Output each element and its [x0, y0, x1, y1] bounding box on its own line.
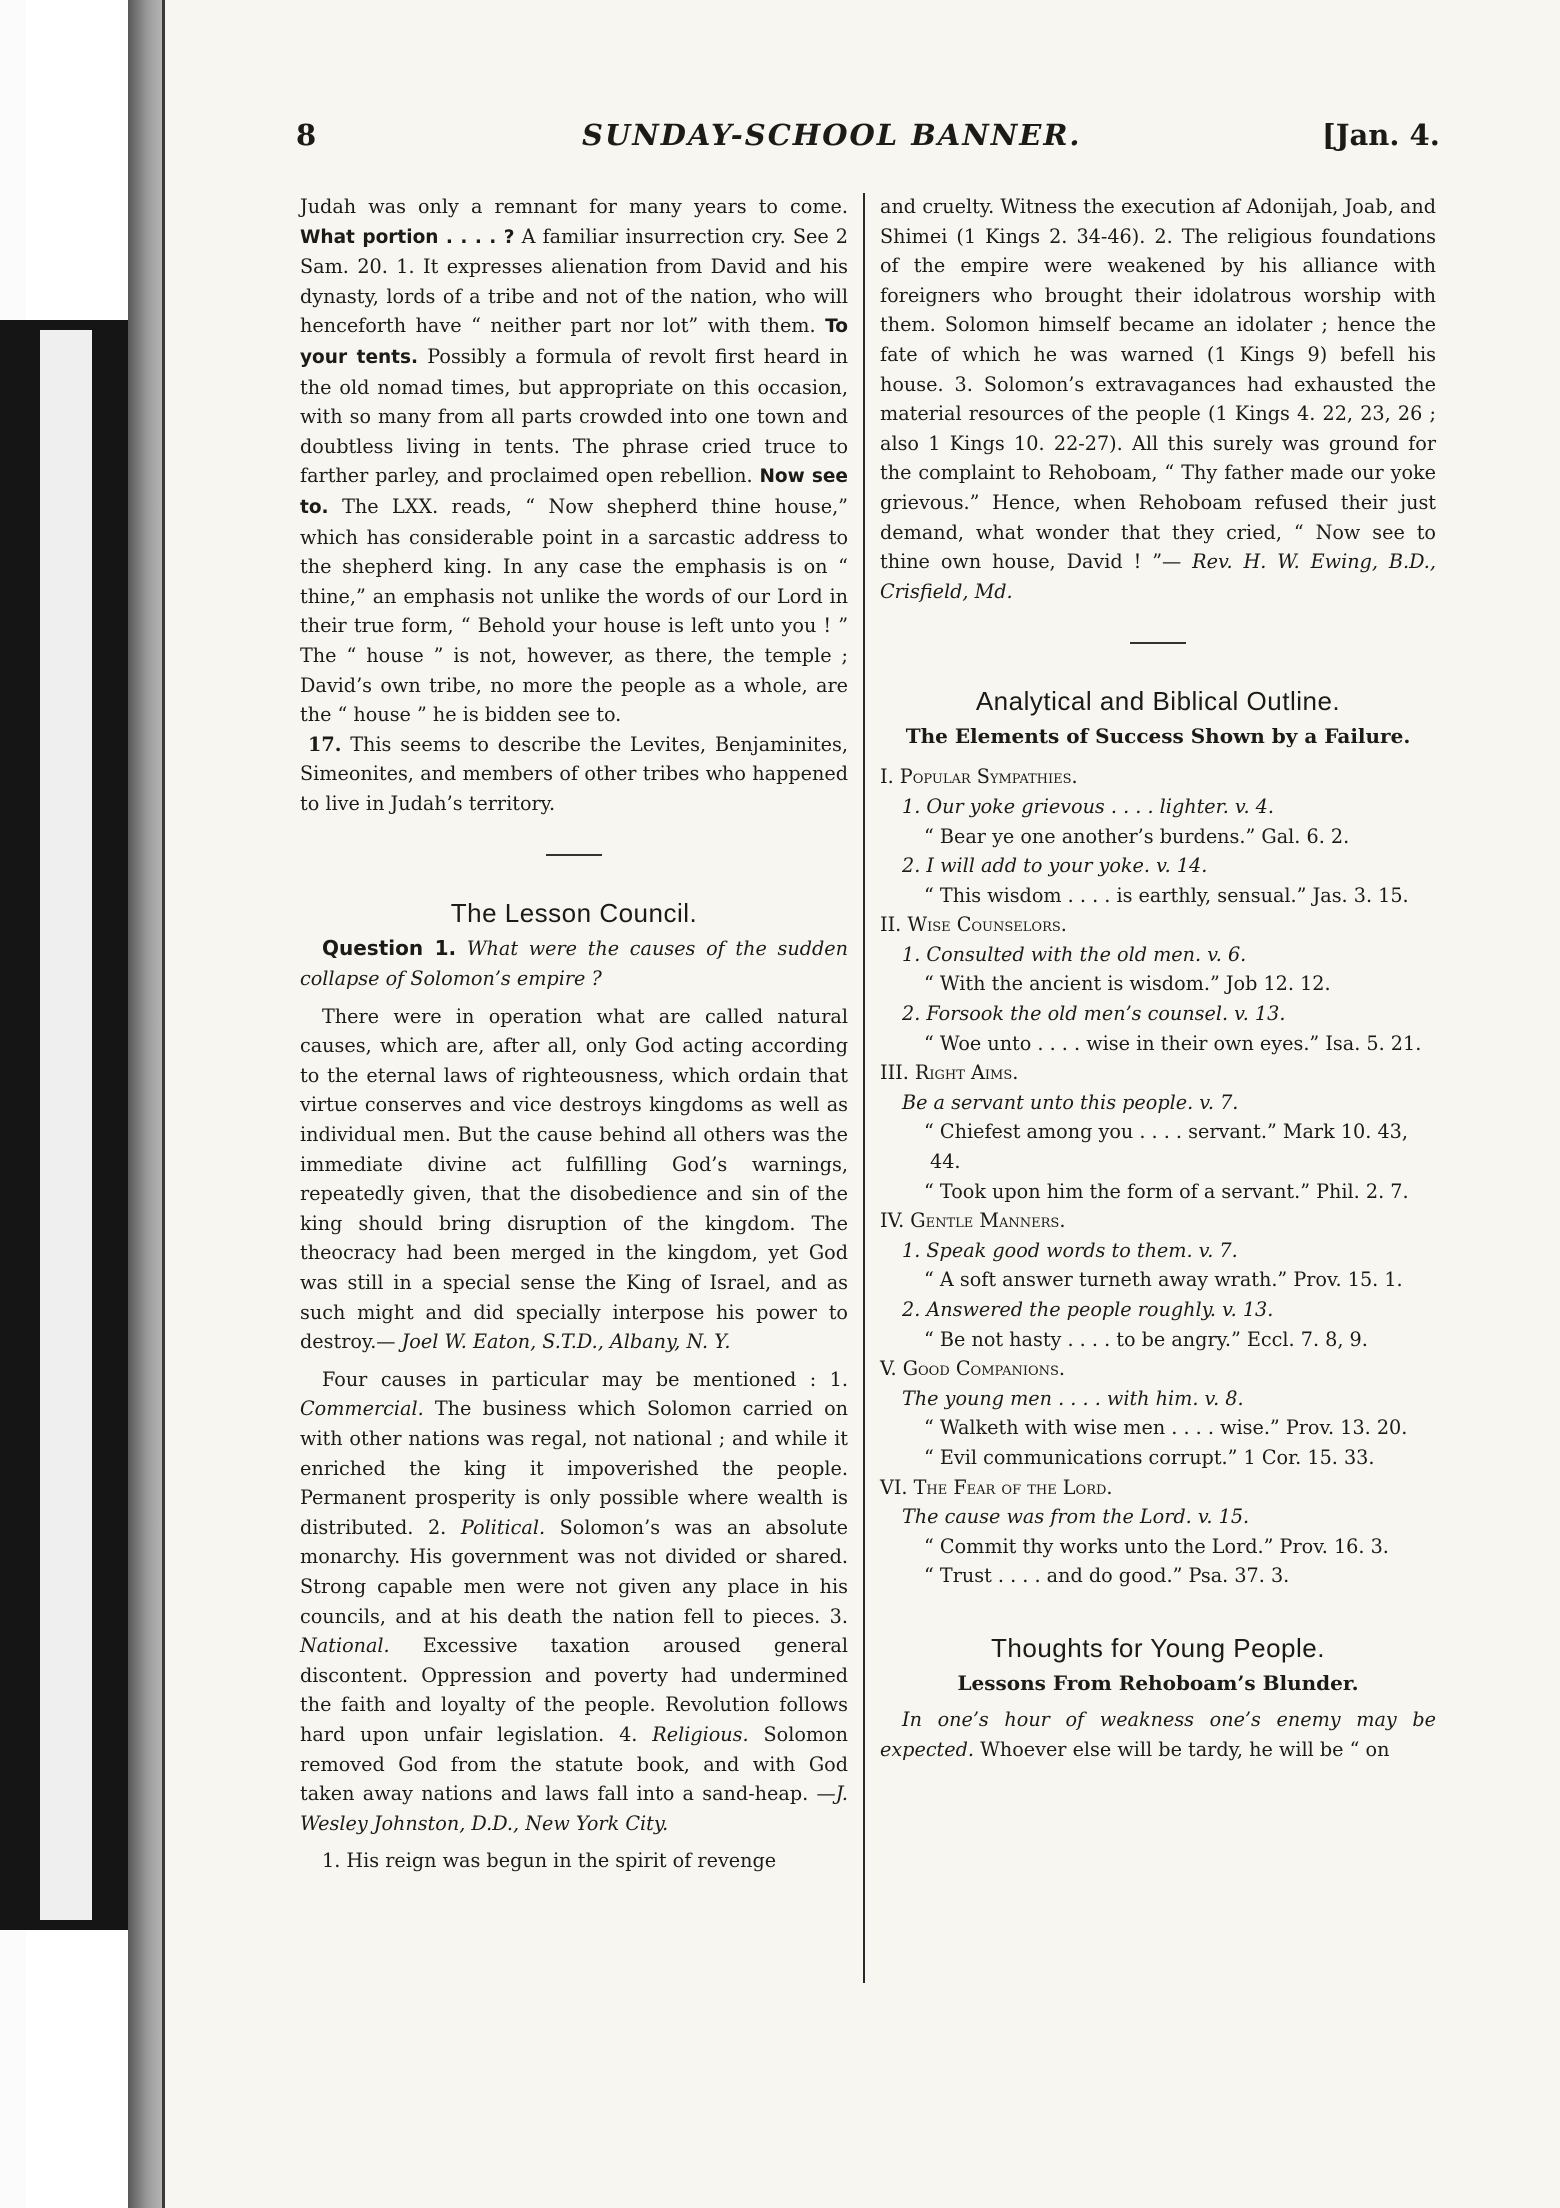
- question-text: What were the causes of the sudden collapse of Solomon’s empire ?: [300, 937, 848, 991]
- outline-subheading: The Elements of Success Shown by a Failure.: [905, 724, 1411, 749]
- commentary-keyword: Now see to.: [300, 466, 848, 518]
- answer-text: Excessive taxation aroused general discontent. Oppression and poverty had undermined the faith and loyalty of the people. Revolution follows hard upon unfair legislation. 4.: [300, 1634, 848, 1746]
- answer-signature: J. Wesley Johnston, D.D., New York City.: [300, 1782, 848, 1835]
- outline-reference: “ With the ancient is wisdom.” Job 12. 12.: [924, 972, 1331, 996]
- outline-reference: “ Chiefest among you . . . . servant.” Mark 10. 43, 44.: [924, 1120, 1408, 1174]
- answer-signature: Joel W. Eaton, S.T.D., Albany, N. Y.: [401, 1330, 731, 1354]
- thoughts-paragraph: [880, 1705, 1436, 1764]
- outline-reference: “ Trust . . . . and do good.” Psa. 37. 3.: [924, 1564, 1290, 1588]
- section-divider: [1130, 642, 1186, 644]
- thoughts-text: Whoever else will be tardy, he will be “ on: [974, 1737, 1390, 1761]
- answer-emphasis: Religious.: [652, 1722, 749, 1746]
- question-label: Question 1.: [322, 936, 457, 961]
- answer-paragraph: [880, 192, 1436, 606]
- outline-reference: “ Evil communications corrupt.” 1 Cor. 15. 33.: [924, 1445, 1375, 1469]
- answer-paragraph: [300, 1846, 848, 1876]
- commentary-text: The LXX. reads, “ Now shepherd thine house,” which has considerable point in a sarcastic address to the shepherd king. In any case the emphasis is on “ thine,” an emphasis not unlike the words of our Lord in their true form, “ Behold your house is left unto you ! ” The “ house ” is not, however, as there, the temple ; David’s own tribe, no more the people as a whole, are the “ house ” he is bidden see to.: [300, 494, 848, 727]
- thoughts-lead: In one’s hour of weakness one’s enemy may be expected.: [880, 1707, 1436, 1761]
- answer-text: 1. His reign was begun in the spirit of revenge: [322, 1849, 777, 1873]
- answer-emphasis: National.: [300, 1634, 390, 1658]
- thoughts-heading: Thoughts for Young People.: [991, 1632, 1325, 1663]
- section-divider: [546, 854, 602, 856]
- answer-text: Solomon’s was an absolute monarchy. His government was not divided or shared. Strong capable men were not given any place in his councils, and at his death the nation fell to pieces. 3.: [300, 1515, 848, 1628]
- commentary-text: Possibly a formula of revolt first heard in the old nomad times, but appropriate on this occasion, with so many from all parts crowded into one town and doubtless living in tents. The phrase cried truce to farther parley, and proclaimed open rebellion.: [300, 344, 848, 488]
- answer-text: Four causes in particular may be mentioned : 1.: [322, 1367, 848, 1391]
- outline-reference: “ Took upon him the form of a servant.” Phil. 2. 7.: [924, 1179, 1409, 1203]
- left-column: [300, 192, 848, 1876]
- answer-paragraph: [300, 1365, 848, 1839]
- column-rule: [863, 193, 865, 1983]
- answer-text: Solomon removed God from the statute book, and with God taken away nations and laws fall into a sand-heap. —: [300, 1722, 848, 1806]
- answer-text: and cruelty. Witness the execution af Adonijah, Joab, and Shimei (1 Kings 2. 34-46). 2. The religious foundations of the empire were weakened by his alliance with foreigners who brought their idolatrous worship with them. Solomon himself became an idolater ; hence the fate of which he was warned (1 Kings 9) befell his house. 3. Solomon’s extravagances had exhausted the material resources of the people (1 Kings 4. 22, 23, 26 ; also 1 Kings 10. 22-27). All this surely was ground for the complaint to Rehoboam, “ Thy father made our yoke grievous.” Hence, when Rehoboam refused their just demand, what wonder that they cried, “ Now see to thine own house, David ! ”—: [880, 195, 1436, 574]
- outline-point: Be a servant unto this people. v. 7.: [902, 1090, 1239, 1114]
- outline-reference: “ Be not hasty . . . . to be angry.” Eccl. 7. 8, 9.: [924, 1327, 1368, 1351]
- outline-section: IV. Gentle Manners.: [880, 1209, 1066, 1233]
- outline-list: [880, 762, 1436, 1591]
- right-column: [880, 192, 1436, 1764]
- verse-note-text: This seems to describe the Levites, Benjaminites, Simeonites, and members of other tribes who happened to live in Judah’s territory.: [300, 732, 848, 815]
- lesson-council-heading: The Lesson Council.: [450, 898, 698, 929]
- outline-point: 1. Speak good words to them. v. 7.: [902, 1238, 1238, 1262]
- outline-point: 1. Our yoke grievous . . . . lighter. v. 4.: [902, 794, 1274, 818]
- outline-point: 1. Consulted with the old men. v. 6.: [902, 942, 1247, 966]
- outline-section: V. Good Companions.: [880, 1357, 1066, 1381]
- answer-text: The business which Solomon carried on with other nations was regal, not national ; and while it enriched the king it impoverished the people. Permanent prosperity is only possible where wealth is distributed. 2.: [300, 1397, 848, 1539]
- outline-section: II. Wise Counselors.: [880, 913, 1067, 937]
- question: [300, 934, 848, 993]
- outline-heading: Analytical and Biblical Outline.: [975, 686, 1341, 717]
- outline-point: 2. Answered the people roughly. v. 13.: [902, 1298, 1274, 1321]
- outline-reference: “ Bear ye one another’s burdens.” Gal. 6. 2.: [924, 824, 1350, 848]
- outline-point: The young men . . . . with him. v. 8.: [902, 1386, 1244, 1410]
- answer-emphasis: Political.: [460, 1515, 546, 1539]
- answer-signature: Rev. H. W. Ewing, B.D., Crisfield, Md.: [880, 550, 1436, 603]
- outline-point: 2. I will add to your yoke. v. 14.: [902, 854, 1208, 878]
- outline-reference: “ A soft answer turneth away wrath.” Prov. 15. 1.: [924, 1268, 1403, 1292]
- page-number: 8: [296, 118, 317, 152]
- outline-point: The cause was from the Lord. v. 15.: [902, 1505, 1250, 1529]
- commentary-keyword: To your tents.: [300, 316, 848, 368]
- answer-emphasis: Commercial.: [300, 1397, 424, 1421]
- outline-reference: “ Walketh with wise men . . . . wise.” Prov. 13. 20.: [924, 1416, 1408, 1440]
- outline-section: I. Popular Sympathies.: [880, 765, 1078, 789]
- answer-text: There were in operation what are called natural causes, which are, after all, only God acting according to the eternal laws of righteousness, which ordain that virtue conserves and vice destroys kingdoms as well as individual men. But the cause behind all others was the immediate divine act fulfilling God’s warnings, repeatedly given, that the disobedience and sin of the king should bring disruption of the kingdom. The theocracy had been merged in the kingdom, yet God was still in a special sense the King of Israel, and as such might and did specially interpose his power to destroy.—: [300, 1004, 848, 1354]
- running-title: SUNDAY-SCHOOL BANNER.: [582, 118, 1082, 152]
- outline-section: VI. The Fear of the Lord.: [880, 1475, 1113, 1499]
- commentary-keyword: What portion . . . . ?: [300, 226, 515, 248]
- commentary-paragraph: [300, 192, 848, 730]
- verse-note: [300, 730, 848, 819]
- commentary-text: Judah was only a remnant for many years to come.: [300, 195, 848, 218]
- previous-page-edge: [40, 330, 92, 1920]
- answer-paragraph: [300, 1002, 848, 1357]
- outline-point: 2. Forsook the old men’s counsel. v. 13.: [902, 1002, 1286, 1026]
- thoughts-subheading: Lessons From Rehoboam’s Blunder.: [957, 1670, 1359, 1695]
- outline-reference: “ Commit thy works unto the Lord.” Prov. 16. 3.: [924, 1534, 1389, 1558]
- commentary-text: A familiar insurrection cry. See 2 Sam. 20. 1. It expresses alienation from David and his dynasty, lords of a tribe and not of the nation, who will henceforth have “ neither part nor lot” with them.: [300, 224, 848, 338]
- outline-section: III. Right Aims.: [880, 1061, 1019, 1085]
- issue-date: [Jan. 4.: [1322, 118, 1440, 152]
- verse-number: 17.: [308, 732, 342, 756]
- outline-reference: “ Woe unto . . . . wise in their own eyes.” Isa. 5. 21.: [924, 1031, 1422, 1055]
- outline-reference: “ This wisdom . . . . is earthly, sensual.” Jas. 3. 15.: [924, 883, 1409, 907]
